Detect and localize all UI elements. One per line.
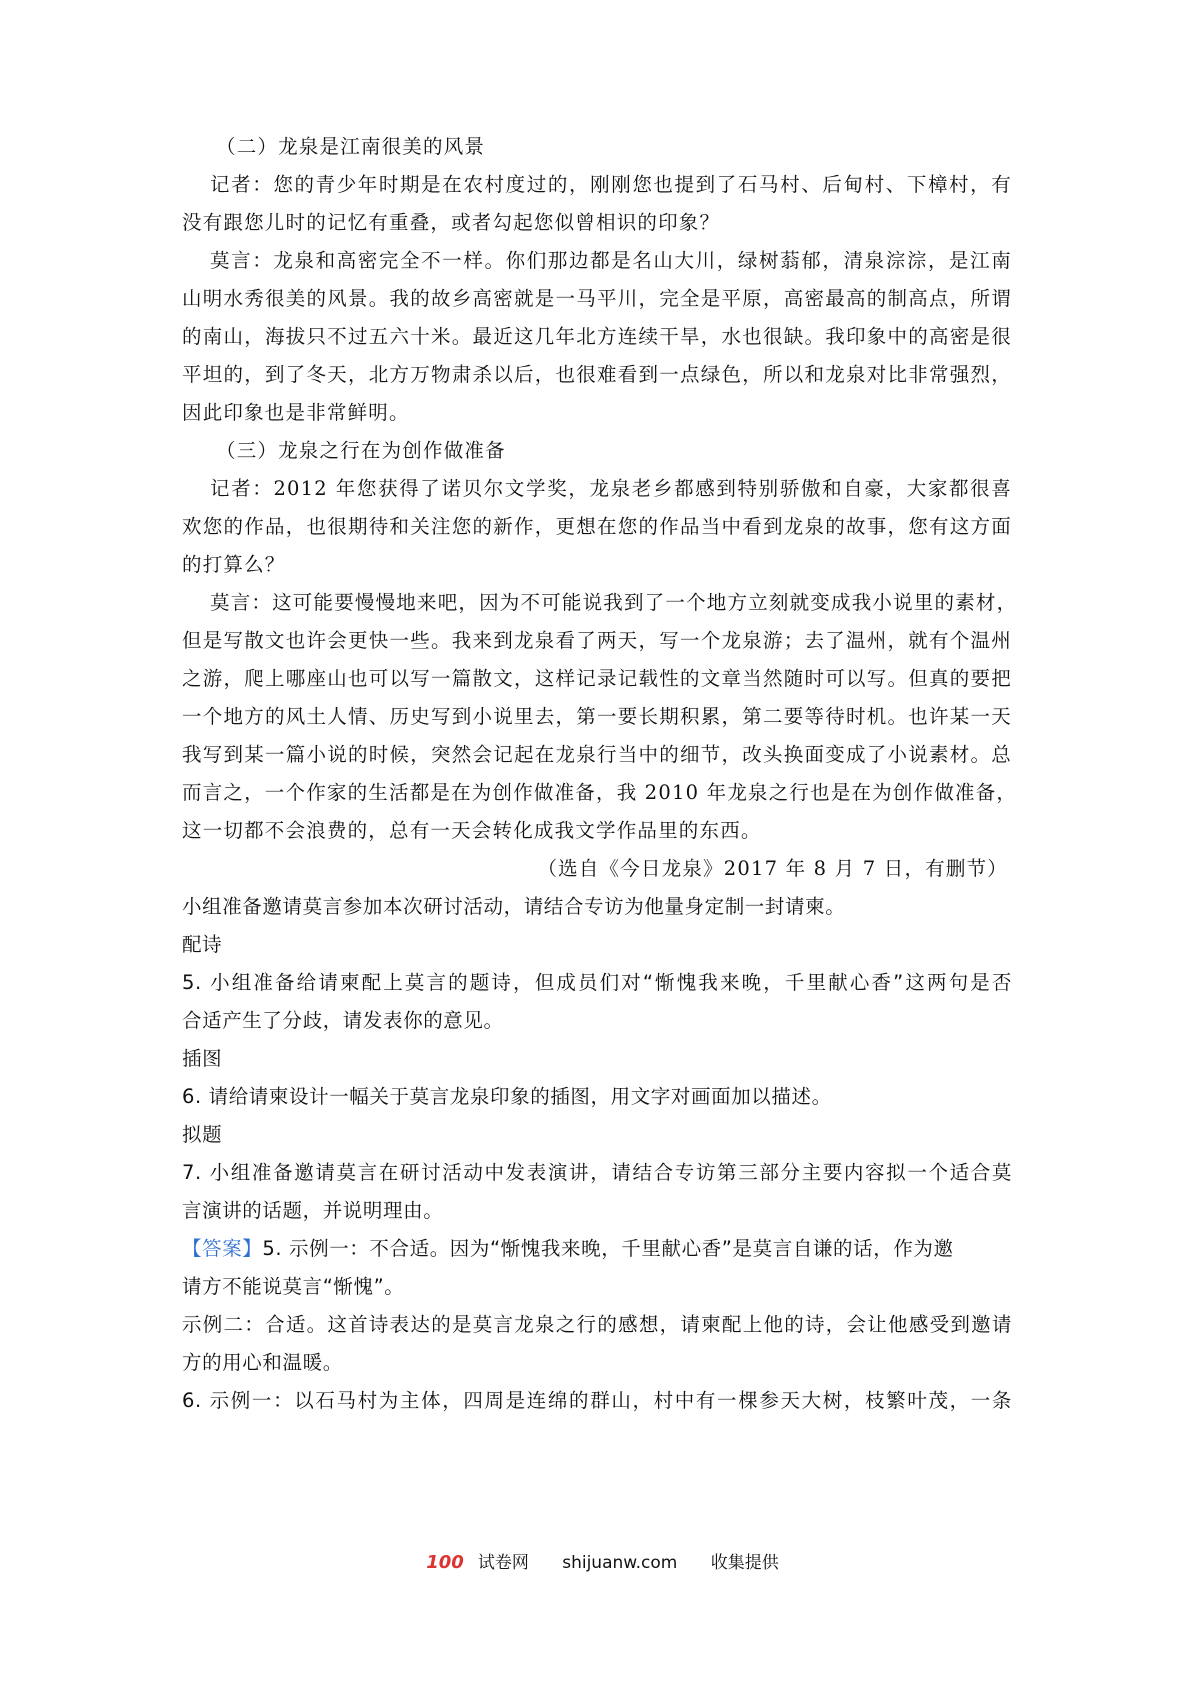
interview-line: 没有跟您儿时的记忆有重叠，或者勾起您似曾相识的印象？	[182, 211, 721, 234]
question-7: 7. 小组准备邀请莫言在研讨活动中发表演讲，请结合专访第三部分主要内容拟一个适合莫	[182, 1161, 1012, 1184]
interview-line: 的打算么？	[182, 553, 286, 576]
site-domain: shijuanw.com	[562, 1553, 678, 1573]
interview-line: 我写到某一篇小说的时候，突然会记起在龙泉行当中的细节，改头换面变成了小说素材。总	[182, 743, 1012, 766]
interview-line: 莫言：龙泉和高密完全不一样。你们那边都是名山大川，绿树蓊郁，清泉淙淙，是江南	[210, 249, 1012, 272]
interview-line: 的南山，海拔只不过五六十米。最近这几年北方连续干旱，水也很缺。我印象中的高密是很	[182, 325, 1012, 348]
interview-line: 欢您的作品，也很期待和关注您的新作，更想在您的作品当中看到龙泉的故事，您有这方面	[182, 515, 1012, 538]
answer-5	[182, 1236, 1012, 1262]
site-name: 试卷网	[477, 1553, 529, 1573]
question-5-cont: 合适产生了分歧，请发表你的意见。	[182, 1009, 504, 1032]
page-footer	[0, 1548, 1191, 1573]
answer-tag: 【答案】	[182, 1237, 263, 1260]
interview-line: 山明水秀很美的风景。我的故乡高密就是一马平川，完全是平原，高密最高的制高点，所谓	[182, 287, 1012, 310]
answer-5-cont: 请方不能说莫言“惭愧”。	[182, 1275, 405, 1298]
section-heading-3: （三）龙泉之行在为创作做准备	[216, 439, 506, 462]
interview-line: 记者：您的青少年时期是在农村度过的，刚刚您也提到了石马村、后甸村、下樟村，有	[210, 173, 1012, 196]
source-citation: （选自《今日龙泉》2017 年 8 月 7 日，有删节）	[537, 857, 1008, 880]
site-logo: 100	[426, 1552, 464, 1573]
section-heading-2: （二）龙泉是江南很美的风景	[216, 135, 486, 158]
interview-line: 之游，爬上哪座山也可以写一篇散文，这样记录记载性的文章当然随时可以写。但真的要把	[182, 667, 1012, 690]
answer-6: 6. 示例一：以石马村为主体，四周是连绵的群山，村中有一棵参天大树，枝繁叶茂，一条	[182, 1389, 1012, 1412]
interview-line: 平坦的，到了冬天，北方万物肃杀以后，也很难看到一点绿色，所以和龙泉对比非常强烈，	[182, 363, 1012, 386]
interview-line: 记者：2012 年您获得了诺贝尔文学奖，龙泉老乡都感到特别骄傲和自豪，大家都很喜	[210, 477, 1012, 500]
footer-brand	[412, 1553, 529, 1573]
interview-line: 而言之，一个作家的生活都是在为创作做准备，我 2010 年龙泉之行也是在为创作做准备，	[182, 781, 1018, 804]
label-title: 拟题	[182, 1123, 223, 1146]
interview-line: 这一切都不会浪费的，总有一天会转化成我文学作品里的东西。	[182, 819, 762, 842]
footer-note: 收集提供	[710, 1553, 779, 1573]
interview-line: 莫言：这可能要慢慢地来吧，因为不可能说我到了一个地方立刻就变成我小说里的素材，	[210, 591, 1018, 614]
interview-line: 一个地方的风土人情、历史写到小说里去，第一要长期积累，第二要等待时机。也许某一天	[182, 705, 1012, 728]
interview-line: 但是写散文也许会更快一些。我来到龙泉看了两天，写一个龙泉游；去了温州，就有个温州	[182, 629, 1012, 652]
label-picture: 插图	[182, 1047, 223, 1070]
question-7-cont: 言演讲的话题，并说明理由。	[182, 1199, 444, 1222]
interview-line: 因此印象也是非常鲜明。	[182, 401, 410, 424]
question-5: 5. 小组准备给请柬配上莫言的题诗，但成员们对“惭愧我来晚，千里献心香”这两句是否	[182, 971, 1012, 994]
label-poem: 配诗	[182, 933, 223, 956]
answer-5-example-2-cont: 方的用心和温暖。	[182, 1351, 343, 1374]
question-6: 6. 请给请柬设计一幅关于莫言龙泉印象的插图，用文字对画面加以描述。	[182, 1085, 832, 1108]
answer-5-example-2: 示例二：合适。这首诗表达的是莫言龙泉之行的感想，请柬配上他的诗，会让他感受到邀请	[182, 1313, 1012, 1336]
task-intro: 小组准备邀请莫言参加本次研讨活动，请结合专访为他量身定制一封请柬。	[182, 895, 846, 918]
answer-5-text: 5. 示例一：不合适。因为“惭愧我来晚，千里献心香”是莫言自谦的话，作为邀	[262, 1237, 954, 1260]
